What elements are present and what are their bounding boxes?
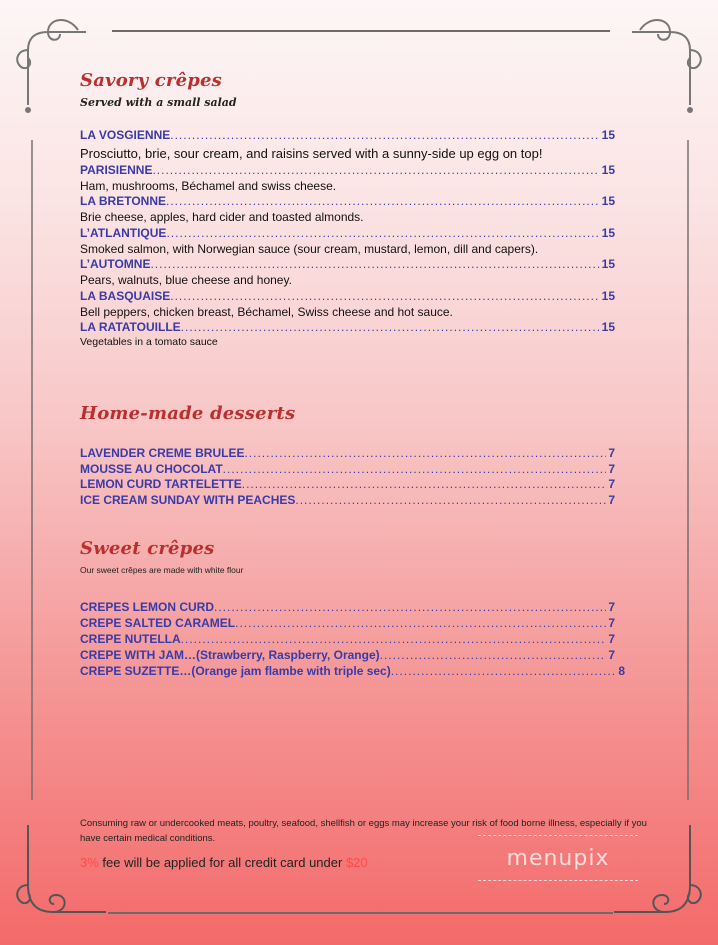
- leader-dots: [391, 664, 617, 678]
- menu-item: [80, 493, 615, 507]
- menu-item: [80, 600, 615, 614]
- leader-dots: [170, 128, 599, 142]
- top-left-flourish-icon: [8, 10, 88, 120]
- left-border-line: [31, 140, 33, 800]
- item-description: Pears, walnuts, blue cheese and honey.: [80, 273, 292, 287]
- item-price: 15: [601, 226, 615, 240]
- menu-item: [80, 194, 615, 208]
- item-name: PARISIENNE: [80, 163, 153, 177]
- menu-item: [80, 616, 615, 630]
- item-price: 7: [608, 648, 615, 662]
- menu-item: [80, 477, 615, 491]
- menu-item: [80, 648, 615, 662]
- item-description: Brie cheese, apples, hard cider and toasted almonds.: [80, 210, 364, 224]
- item-price: 15: [601, 194, 615, 208]
- item-name: CREPES LEMON CURD: [80, 600, 215, 614]
- leader-dots: [152, 163, 599, 177]
- menu-item: [80, 632, 615, 646]
- menu-item: [80, 664, 625, 678]
- menu-item: [80, 128, 615, 142]
- item-description: Bell peppers, chicken breast, Béchamel, Swiss cheese and hot sauce.: [80, 305, 453, 319]
- leader-dots: [380, 648, 607, 662]
- item-name: L’ATLANTIQUE: [80, 226, 167, 240]
- item-price: 15: [601, 128, 615, 142]
- menu-item: [80, 446, 615, 460]
- fee-percent: 3%: [80, 855, 99, 870]
- item-price: 7: [608, 632, 615, 646]
- item-name: CREPE SUZETTE…(Orange jam flambe with triple sec): [80, 664, 391, 678]
- item-price: 7: [608, 446, 615, 460]
- top-border-line: [112, 30, 610, 32]
- menu-item: [80, 226, 615, 240]
- item-price: 15: [601, 163, 615, 177]
- item-name: LA BASQUAISE: [80, 289, 171, 303]
- bottom-border-line: [108, 912, 613, 914]
- item-description: Vegetables in a tomato sauce: [80, 336, 218, 348]
- fee-text: fee will be applied for all credit card under: [98, 855, 346, 870]
- item-price: 7: [608, 600, 615, 614]
- item-price: 7: [608, 462, 615, 476]
- menu-item: [80, 257, 615, 271]
- leader-dots: [170, 289, 599, 303]
- item-name: LAVENDER CREME BRULEE: [80, 446, 245, 460]
- item-name: L’AUTOMNE: [80, 257, 151, 271]
- item-price: 7: [608, 493, 615, 507]
- sweet-title: Sweet crêpes: [80, 538, 215, 559]
- leader-dots: [150, 257, 599, 271]
- item-name: CREPE SALTED CARAMEL: [80, 616, 236, 630]
- health-disclaimer: Consuming raw or undercooked meats, poultry, seafood, shellfish or eggs may increase your risk of food borne illness, especially if you have certain medical conditions.: [80, 818, 647, 844]
- leader-dots: [295, 493, 606, 507]
- item-price: 15: [601, 289, 615, 303]
- item-name: CREPE NUTELLA: [80, 632, 181, 646]
- menu-item: [80, 462, 615, 476]
- sweet-note: Our sweet crêpes are made with white flour: [80, 565, 244, 575]
- savory-title: Savory crêpes: [80, 70, 223, 91]
- item-price: 15: [601, 257, 615, 271]
- leader-dots: [235, 616, 606, 630]
- item-name: LA RATATOUILLE: [80, 320, 181, 334]
- menupix-watermark: menupix: [478, 835, 638, 881]
- item-description: Ham, mushrooms, Béchamel and swiss cheese.: [80, 179, 337, 193]
- credit-card-fee-notice: [80, 855, 368, 870]
- menu-item: [80, 289, 615, 303]
- item-name: MOUSSE AU CHOCOLAT: [80, 462, 223, 476]
- item-name: LA BRETONNE: [80, 194, 167, 208]
- item-price: 15: [601, 320, 615, 334]
- menu-item: [80, 320, 615, 334]
- leader-dots: [244, 446, 606, 460]
- item-price: 7: [608, 616, 615, 630]
- item-price: 8: [618, 664, 625, 678]
- savory-subtitle: Served with a small salad: [80, 96, 237, 109]
- desserts-title: Home-made desserts: [80, 403, 296, 424]
- fee-amount: $20: [345, 855, 368, 870]
- leader-dots: [242, 477, 607, 491]
- item-name: ICE CREAM SUNDAY WITH PEACHES: [80, 493, 296, 507]
- leader-dots: [181, 632, 607, 646]
- item-name: LEMON CURD TARTELETTE: [80, 477, 242, 491]
- leader-dots: [214, 600, 606, 614]
- item-name: LA VOSGIENNE: [80, 128, 171, 142]
- item-description: Smoked salmon, with Norwegian sauce (sour cream, mustard, lemon, dill and capers).: [80, 242, 539, 256]
- leader-dots: [166, 194, 600, 208]
- item-description: Prosciutto, brie, sour cream, and raisins served with a sunny-side up egg on top!: [80, 146, 543, 161]
- item-name: CREPE WITH JAM…(Strawberry, Raspberry, Orange): [80, 648, 380, 662]
- leader-dots: [166, 226, 599, 240]
- leader-dots: [223, 462, 607, 476]
- leader-dots: [181, 320, 600, 334]
- top-right-flourish-icon: [630, 10, 710, 120]
- menu-item: [80, 163, 615, 177]
- right-border-line: [687, 140, 689, 800]
- item-price: 7: [608, 477, 615, 491]
